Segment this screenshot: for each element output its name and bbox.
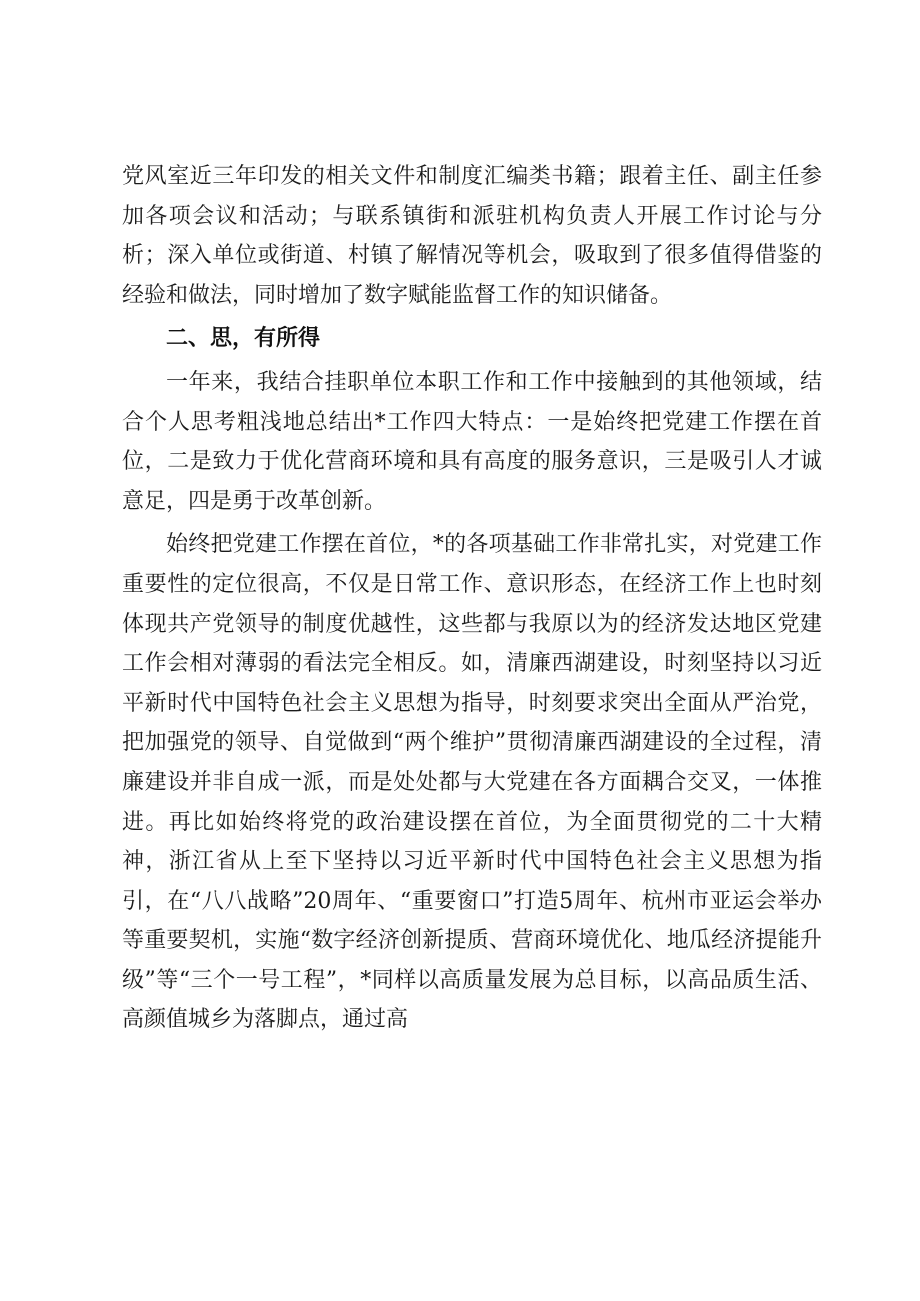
section-heading: 二、思，有所得 — [166, 326, 321, 352]
body-paragraph: 一年来，我结合挂职单位本职工作和工作中接触到的其他领域，结合个人思考粗浅地总结出*工作四大特点：一是始终把党建工作摆在首位，二是致力于优化营商环境和具有高度的服务意识，三是吸引人才诚意足，四是勇于改革创新。 — [122, 369, 822, 514]
continuation-paragraph: 党风室近三年印发的相关文件和制度汇编类书籍；跟着主任、副主任参加各项会议和活动；与联系镇街和派驻机构负责人开展工作讨论与分析；深入单位或街道、村镇了解情况等机会，吸取到了很多值得借鉴的经验和做法，同时增加了数字赋能监督工作的知识储备。 — [122, 164, 822, 308]
body-paragraph: 始终把党建工作摆在首位，*的各项基础工作非常扎实，对党建工作重要性的定位很高，不仅是日常工作、意识形态，在经济工作上也时刻体现共产党领导的制度优越性，这些都与我原以为的经济发达地区党建工作会相对薄弱的看法完全相反。如，清廉西湖建设，时刻坚持以习近平新时代中国特色社会主义思想为指导，时刻要求突出全面从严治党，把加强党的领导、自觉做到“两个维护”贯彻清廉西湖建设的全过程，清廉建设并非自成一派，而是处处都与大党建在各方面耦合交叉，一体推进。再比如始终将党的政治建设摆在首位，为全面贯彻党的二十大精神，浙江省从上至下坚持以习近平新时代中国特色社会主义思想为指引，在“八八战略”20周年、“重要窗口”打造5周年、杭州市亚运会举办等重要契机，实施“数字经济创新提质、营商环境优化、地瓜经济提能升级”等“三个一号工程”，*同样以高质量发展为总目标，以高品质生活、高颜值城乡为落脚点，通过高 — [122, 532, 822, 1033]
document-page — [122, 157, 822, 1040]
